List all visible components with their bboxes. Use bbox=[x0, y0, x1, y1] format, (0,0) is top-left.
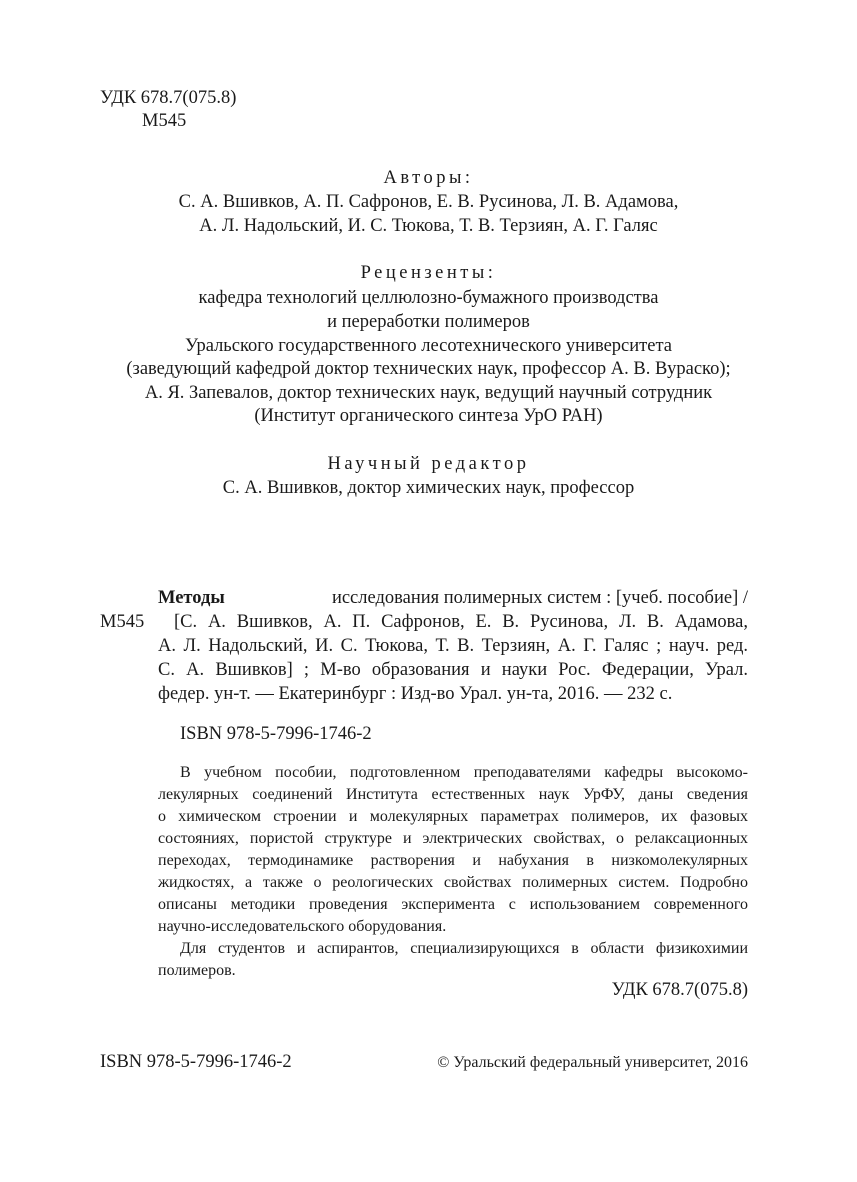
catalog-title-bold: Методы bbox=[158, 588, 225, 608]
abstract-line: жидкостях, а также о реологических свойствах полимерных систем. Подробно bbox=[158, 874, 748, 891]
authors-heading: Авторы: bbox=[383, 168, 474, 188]
abstract-line: о химическом строении и молекулярных параметрах полимеров, их фазовых bbox=[158, 808, 748, 825]
authors-line: А. Л. Надольский, И. С. Тюкова, Т. В. Терзиян, А. Г. Галяс bbox=[199, 216, 658, 236]
abstract-line: описаны методики проведения эксперимента с использованием современного bbox=[158, 896, 748, 913]
abstract-line: состояниях, пористой структуре и электрических свойствах, о релаксационных bbox=[158, 830, 748, 847]
abstract-line: лекулярных соединений Института естественных наук УрФУ, даны сведения bbox=[158, 786, 748, 803]
abstract-udk: УДК 678.7(075.8) bbox=[611, 980, 748, 1000]
authors-line: С. А. Вшивков, А. П. Сафронов, Е. В. Русинова, Л. В. Адамова, bbox=[178, 192, 679, 212]
catalog-isbn: ISBN 978-5-7996-1746-2 bbox=[180, 724, 372, 744]
footer-isbn: ISBN 978-5-7996-1746-2 bbox=[100, 1052, 292, 1072]
reviewers-line: (заведующий кафедрой доктор технических наук, профессор А. В. Вураско); bbox=[126, 359, 731, 379]
abstract-line: полимеров. bbox=[158, 962, 236, 979]
copyright-notice: © Уральский федеральный университет, 2016 bbox=[437, 1054, 748, 1071]
catalog-author-mark: М545 bbox=[100, 612, 145, 632]
reviewers-line: (Институт органического синтеза УрО РАН) bbox=[254, 406, 603, 426]
udk-code-top: УДК 678.7(075.8) bbox=[100, 88, 237, 108]
catalog-line: С. А. Вшивков] ; М-во образования и науки Рос. Федерации, Урал. bbox=[158, 660, 748, 680]
reviewers-line: А. Я. Запевалов, доктор технических наук, ведущий научный сотрудник bbox=[144, 383, 713, 403]
editor-heading: Научный редактор bbox=[327, 454, 530, 474]
abstract-line: В учебном пособии, подготовленном преподавателями кафедры высокомо- bbox=[180, 764, 748, 781]
catalog-line: федер. ун-т. — Екатеринбург : Изд-во Урал. ун-та, 2016. — 232 с. bbox=[158, 684, 673, 704]
reviewers-line: кафедра технологий целлюлозно-бумажного производства bbox=[198, 288, 659, 308]
abstract-line: научно-исследовательского оборудования. bbox=[158, 918, 447, 935]
catalog-title-line bbox=[158, 586, 748, 610]
abstract-line: переходах, термодинамике растворения и набухания в низкомолекулярных bbox=[158, 852, 748, 869]
catalog-line: А. Л. Надольский, И. С. Тюкова, Т. В. Терзиян, А. Г. Галяс ; науч. ред. bbox=[158, 636, 748, 656]
reviewers-line: и переработки полимеров bbox=[327, 312, 530, 332]
author-mark-top: М545 bbox=[142, 111, 187, 131]
abstract-line: Для студентов и аспирантов, специализирующихся в области физикохимии bbox=[180, 940, 748, 957]
reviewers-line: Уральского государственного лесотехнического университета bbox=[184, 336, 672, 356]
catalog-title-rest: исследования полимерных систем : [учеб. пособие] / bbox=[331, 588, 748, 608]
catalog-line: [С. А. Вшивков, А. П. Сафронов, Е. В. Русинова, Л. В. Адамова, bbox=[174, 612, 748, 632]
editor-line: С. А. Вшивков, доктор химических наук, профессор bbox=[222, 478, 635, 498]
reviewers-heading: Рецензенты: bbox=[360, 263, 497, 283]
